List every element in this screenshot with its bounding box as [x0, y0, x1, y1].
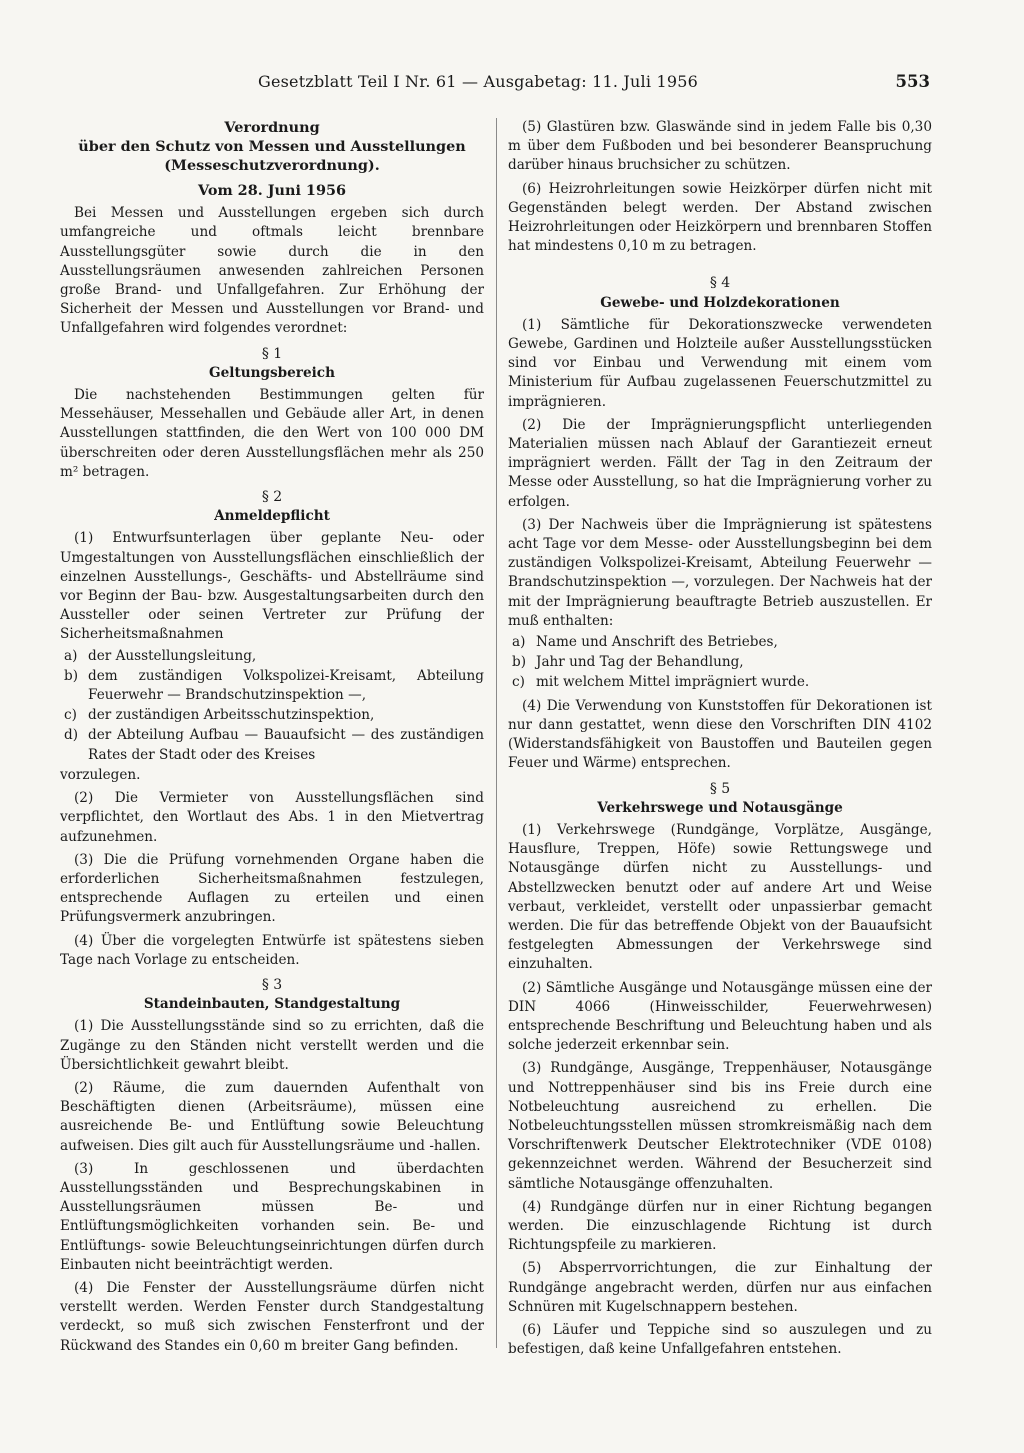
section-5-paragraph-4: (4) Rundgänge dürfen nur in einer Richtung begangen werden. Die einzuschlagende Richtung ist durch Richtungspfeile zu markieren. [508, 1198, 932, 1254]
list-item-label: a) [512, 634, 526, 651]
list-item-label: d) [64, 727, 79, 744]
list-item-text: dem zuständigen Volkspolizei-Kreisamt, Abteilung Feuerwehr — Brandschutzinspektion —, [88, 667, 484, 704]
list-item-label: c) [512, 674, 525, 691]
list-item-text: Name und Anschrift des Betriebes, [536, 634, 778, 651]
section-2-paragraph-4: (4) Über die vorgelegten Entwürfe ist spätestens sieben Tage nach Vorlage zu entscheiden. [60, 932, 484, 968]
page-header [258, 72, 930, 98]
section-2-number: § 2 [261, 489, 283, 506]
section-1-heading: Geltungsbereich [209, 364, 335, 381]
list-item [64, 667, 484, 705]
left-column [60, 118, 484, 1360]
section-5-paragraph-2: (2) Sämtliche Ausgänge und Notausgänge müssen eine der DIN 4066 (Hinweisschilder, Feuerwehrwesen) entsprechende Beschriftung und Beleuchtung haben und als solche jederzeit erkennbar sein. [508, 979, 932, 1054]
list-item [512, 633, 932, 652]
section-5-number: § 5 [709, 780, 731, 797]
list-item-text: der Ausstellungsleitung, [88, 647, 257, 664]
title-line-1: Verordnung [224, 119, 320, 136]
list-item [64, 706, 484, 725]
section-4-paragraph-4: (4) Die Verwendung von Kunststoffen für Dekorationen ist nur dann gestattet, wenn diese den Vorschriften DIN 4102 (Widerstandsfähigkeit von Baustoffen und Bauteilen gegen Feuer und Wärme) entsprechen. [508, 697, 932, 772]
section-4-heading: Gewebe- und Holzdekorationen [600, 294, 840, 311]
section-3-paragraph-2: (2) Räume, die zum dauernden Aufenthalt von Beschäftigten dienen (Arbeitsräume), müssen eine ausreichende Be- und Entlüftung sowie Beleuchtung aufweisen. Dies gilt auch für Ausstellungsräume und -hallen. [60, 1079, 484, 1154]
section-3-number: § 3 [261, 976, 283, 993]
section-3-paragraph-4: (4) Die Fenster der Ausstellungsräume dürfen nicht verstellt werden. Werden Fenster durch Standgestaltung verdeckt, so muß sich zwischen Fensterfront und der Rückwand des Standes ein 0,60 m breiter Gang befinden. [60, 1279, 484, 1354]
list-item [64, 647, 484, 666]
section-4-number: § 4 [709, 275, 731, 292]
page-number: 553 [895, 72, 930, 91]
section-2-paragraph-1: (1) Entwurfsunterlagen über geplante Neu- oder Umgestaltungen von Ausstellungsflächen einschließlich der einzelnen Ausstellungs-, Geschäfts- und Abstellräume sind vor Beginn der Bau- bzw. Ausgestaltungsarbeiten durch den Aussteller oder seinen Vertreter zur Prüfung der Sicherheitsmaßnahmen [60, 530, 484, 643]
section-5-heading: Verkehrswege und Notausgänge [597, 799, 843, 816]
list-item-label: b) [512, 654, 527, 671]
preamble: Bei Messen und Ausstellungen ergeben sich durch umfangreiche und oftmals leicht brennbare Ausstellungsgüter sowie durch die in den Ausstellungsräumen anwesenden zahlreichen Personen große Brand- und Unfallgefahren. Zur Erhöhung der Sicherheit der Messen und Ausstellungen vor Brand- und Unfallgefahren wird folgendes verordnet: [60, 205, 484, 337]
list-item-text: der zuständigen Arbeitsschutzinspektion, [88, 707, 375, 724]
section-1-text: Die nachstehenden Bestimmungen gelten für Messehäuser, Messehallen und Gebäude aller Art, in denen Ausstellungen stattfinden, die den Wert von 100 000 DM überschreiten oder deren Ausstellungsflächen mehr als 250 m² betragen. [60, 387, 484, 480]
running-title: Gesetzblatt Teil I Nr. 61 — Ausgabetag: 11. Juli 1956 [258, 72, 698, 91]
section-5-paragraph-5: (5) Absperrvorrichtungen, die zur Einhaltung der Rundgänge angebracht werden, dürfen nur aus einfachen Schnüren mit Kugelschnappern bestehen. [508, 1260, 932, 1315]
list-item-text: Jahr und Tag der Behandlung, [536, 654, 744, 671]
list-item-text: der Abteilung Aufbau — Bauaufsicht — des zuständigen Rates der Stadt oder des Kreises [88, 727, 484, 763]
title-line-2: über den Schutz von Messen und Ausstellungen [78, 138, 466, 155]
section-3-paragraph-6: (6) Heizrohrleitungen sowie Heizkörper dürfen nicht mit Gegenständen belegt werden. Der Abstand zwischen Heizrohrleitungen oder Heizkörpern und brennbaren Stoffen hat mindestens 0,10 m zu betragen. [508, 180, 932, 255]
list-item [512, 673, 932, 692]
column-divider [496, 118, 497, 1348]
section-4-paragraph-2: (2) Die der Imprägnierungspflicht unterliegenden Materialien müssen nach Ablauf der Garantiezeit erneut imprägniert werden. Fällt der Tag in den Zeitraum der Messe oder Ausstellung, so hat die Imprägnierung vorher zu erfolgen. [508, 416, 932, 510]
section-3-paragraph-1: (1) Die Ausstellungsstände sind so zu errichten, daß die Zugänge zu den Ständen nicht verstellt werden und die Übersichtlichkeit gewahrt bleibt. [60, 1018, 484, 1073]
right-column [508, 118, 932, 1363]
list-item-label: b) [64, 667, 79, 684]
list-item-label: c) [64, 707, 77, 724]
section-4-paragraph-3: (3) Der Nachweis über die Imprägnierung ist spätestens acht Tage vor dem Messe- oder Ausstellungsbeginn bei dem zuständigen Volkspolizei-Kreisamt, Abteilung Feuerwehr — Brandschutzinspektion —, vorzulegen. Der Nachweis hat der mit der Imprägnierung beauftragte Betrieb auszustellen. Er muß enthalten: [508, 516, 932, 629]
section-3-paragraph-5: (5) Glastüren bzw. Glaswände sind in jedem Falle bis 0,30 m über dem Fußboden und bei besonderer Beanspruchung darüber hinaus bruchsicher zu schützen. [508, 119, 932, 174]
section-5-paragraph-6: (6) Läufer und Teppiche sind so auszulegen und zu befestigen, daß keine Unfallgefahren entstehen. [508, 1321, 932, 1358]
list-item-text: mit welchem Mittel imprägniert wurde. [536, 674, 810, 691]
ordinance-title [60, 118, 484, 175]
section-2-paragraph-1-end: vorzulegen. [60, 766, 141, 783]
section-3-paragraph-3: (3) In geschlossenen und überdachten Ausstellungsständen und Besprechungskabinen in Ausstellungsräumen müssen Be- und Entlüftungsmöglichkeiten vorhanden sein. Be- und Entlüftungs- sowie Beleuchtungseinrichtungen dürfen durch Einbauten nicht beeinträchtigt werden. [60, 1160, 484, 1273]
title-line-3: (Messeschutzverordnung). [164, 157, 380, 174]
ordinance-date: Vom 28. Juni 1956 [198, 182, 346, 199]
section-4-paragraph-1: (1) Sämtliche für Dekorationszwecke verwendeten Gewebe, Gardinen und Holzteile außer Ausstellungsstücken sind vor Einbau und Verwendung mit einem vom Ministerium für Aufbau zugelassenen Feuerschutzmittel zu imprägnieren. [508, 316, 932, 410]
section-3-heading: Standeinbauten, Standgestaltung [143, 996, 401, 1013]
section-1-number: § 1 [261, 345, 283, 362]
section-2-heading: Anmeldepflicht [214, 508, 330, 525]
section-2-paragraph-3: (3) Die die Prüfung vornehmenden Organe haben die erforderlichen Sicherheitsmaßnahmen festzulegen, entsprechende Auflagen zu erteilen und einen Prüfungsvermerk anzubringen. [60, 851, 484, 926]
section-2-paragraph-2: (2) Die Vermieter von Ausstellungsflächen sind verpflichtet, den Wortlaut des Abs. 1 in den Mietvertrag aufzunehmen. [60, 790, 484, 845]
list-item [64, 726, 484, 764]
section-5-paragraph-1: (1) Verkehrswege (Rundgänge, Vorplätze, Ausgänge, Hausflure, Treppen, Höfe) sowie Rettungswege und Notausgänge dürfen nicht zu Ausstellungs- und Abstellzwecken benutzt oder auf andere Art und Weise verbaut, verkleidet, verstellt oder unpassierbar gemacht werden. Die für das betreffende Objekt von der Bauaufsicht festgelegten Abmessungen der Verkehrswege sind einzuhalten. [508, 821, 932, 973]
list-item-label: a) [64, 647, 78, 664]
section-5-paragraph-3: (3) Rundgänge, Ausgänge, Treppenhäuser, Notausgänge und Nottreppenhäuser sind bis ins Freie durch eine Notbeleuchtung ausreichend zu erhellen. Die Notbeleuchtungsstellen müssen stromkreismäßig nach dem Vorschriftenwerk Deutscher Elektrotechniker (VDE 0108) gekennzeichnet werden. Während der Besucherzeit sind sämtliche Notausgänge offenzuhalten. [508, 1060, 932, 1192]
list-item [512, 653, 932, 672]
